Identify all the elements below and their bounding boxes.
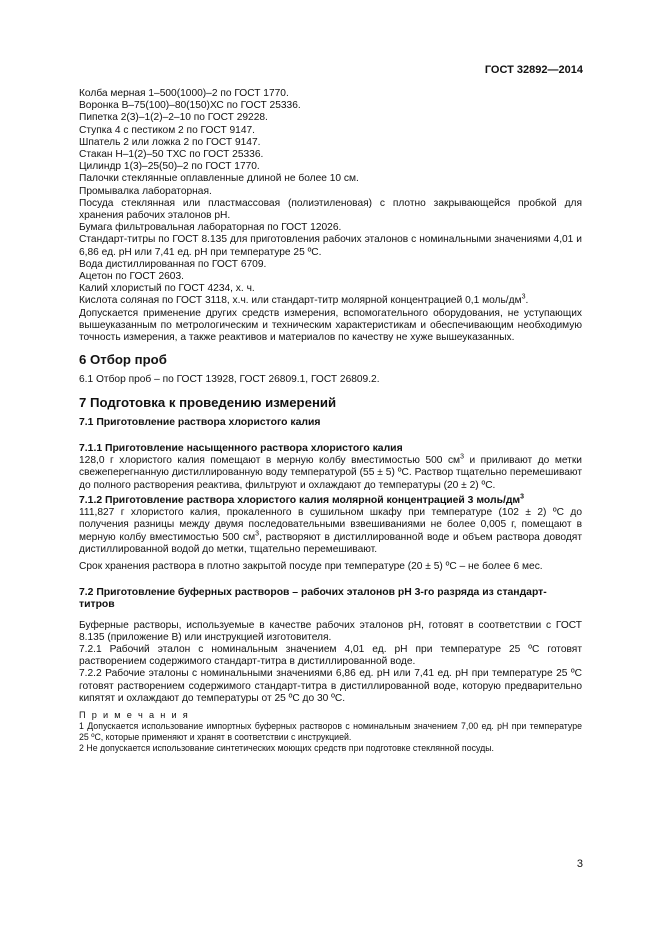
s711-a: 128,0 г хлористого калия помещают в мерную колбу вместимостью 500 см [79, 455, 461, 467]
section-6-text: 6.1 Отбор проб – по ГОСТ 13928, ГОСТ 26809.1, ГОСТ 26809.2. [79, 374, 380, 386]
s711-sup: 3 [460, 453, 464, 461]
reagent-line: Ацетон по ГОСТ 2603. [79, 271, 184, 283]
equipment-line: Ступка 4 с пестиком 2 по ГОСТ 9147. [79, 124, 255, 136]
section-7-2-1-text: 7.2.1 Рабочий эталон с номинальным значением 4,01 ед. рН при температуре 25 ºС готовят растворением содержимого стандарт-титра в дистиллированной воде. [79, 643, 582, 668]
s712-a-sup: 3 [255, 530, 260, 538]
notes-title: П р и м е ч а н и я [79, 709, 190, 720]
section-7-1-1-text [79, 455, 582, 492]
equipment-line: Шпатель 2 или ложка 2 по ГОСТ 9147. [79, 136, 261, 148]
acid-line [79, 295, 582, 307]
reagent-line: Калий хлористый по ГОСТ 4234, х. ч. [79, 283, 255, 295]
s712-b: , растворяют в дистиллированной воде и объем раствора доводят дистиллированной водой до метки, тщательно перемешивают. [79, 531, 582, 555]
paper-line: Бумага фильтровальная лабораторная по ГОСТ 12026. [79, 222, 342, 234]
s712-title-sup: 3 [520, 493, 525, 501]
acid-sup: 3 [521, 294, 526, 302]
standard-titres-paragraph: Стандарт-титры по ГОСТ 8.135 для приготовления рабочих эталонов с номинальными значениями 4,01 и 6,86 ед. рН или 7,41 ед. рН при температуре 25 ºС. [79, 234, 582, 258]
equipment-line: Промывалка лабораторная. [79, 185, 212, 197]
section-7-title: 7 Подготовка к проведению измерений [79, 394, 337, 410]
equipment-line: Палочки стеклянные оплавленные длиной не более 10 см. [79, 173, 359, 185]
equipment-line: Воронка В–75(100)–80(150)ХС по ГОСТ 25336. [79, 100, 301, 112]
s711-b: и приливают до метки свежеперегнанную дистиллированную воду температурой (55 ± 5) ºС. Раствор тщательно перемешивают до полного растворения реактива, фильтруют и охлаждают до температуры (20 ± 2) ºС. [79, 455, 582, 491]
storage-paragraph: Срок хранения раствора в плотно закрытой посуде при температуре (20 ± 5) ºС – не более 6 мес. [79, 560, 543, 572]
section-7-2-text: Буферные растворы, используемые в качестве рабочих эталонов рН, готовят в соответствии с ГОСТ 8.135 (приложение В) или инструкцией изготовителя. [79, 619, 582, 643]
s712-title-text: 7.1.2 Приготовление раствора хлористого калия молярной концентрацией 3 моль/дм [79, 494, 521, 506]
section-7-2-title: 7.2 Приготовление буферных растворов – рабочих эталонов рН 3-го разряда из стандарт-титров [79, 587, 547, 611]
note-item: 2 Не допускается использование синтетических моющих средств при подготовке стеклянной посуды. [79, 742, 494, 753]
section-7-1-2-text [79, 507, 582, 556]
section-7-1-1-title: 7.1.1 Приготовление насыщенного раствора хлористого калия [79, 443, 403, 455]
equipment-line: Колба мерная 1–500(1000)–2 по ГОСТ 1770. [79, 88, 289, 99]
note-item: 1 Допускается использование импортных буферных растворов с номинальным значением 7,00 ед. рН при температуре 25 ºС, которые применяют и хранят в соответствии с инструкцией. [79, 720, 582, 742]
reagent-line: Вода дистиллированная по ГОСТ 6709. [79, 258, 267, 270]
standard-header: ГОСТ 32892—2014 [484, 64, 583, 76]
section-7-1-2-title [79, 495, 582, 507]
page-content [79, 88, 582, 754]
equipment-line: Цилиндр 1(3)–25(50)–2 по ГОСТ 1770. [79, 161, 260, 173]
acid-end: . [525, 295, 529, 307]
notes-block [79, 710, 582, 754]
page-number: 3 [576, 858, 583, 870]
equipment-line: Пипетка 2(3)–1(2)–2–10 по ГОСТ 29228. [79, 112, 268, 124]
equipment-line: Стакан Н–1(2)–50 ТХС по ГОСТ 25336. [79, 149, 264, 161]
allowed-paragraph: Допускается применение других средств измерения, вспомогательного оборудования, не уступающих вышеуказанным по метрологическим и техническим характеристикам и обеспечивающим необходимую точность измерения, а также реактивов и материалов по качеству не хуже вышеуказанных. [79, 307, 582, 344]
section-6-title: 6 Отбор проб [79, 352, 167, 368]
section-7-1-title: 7.1 Приготовление раствора хлористого калия [79, 416, 321, 428]
acid-text: Кислота соляная по ГОСТ 3118, х.ч. или стандарт-титр молярной концентрацией 0,1 моль/дм [79, 295, 522, 307]
dishes-paragraph: Посуда стеклянная или пластмассовая (полиэтиленовая) с плотно закрывающейся пробкой для хранения рабочих эталонов рН. [79, 197, 582, 222]
section-7-2-2-text: 7.2.2 Рабочие эталоны с номинальными значениями 6,86 ед. рН или 7,41 ед. рН при температуре 25 ºС готовят растворением содержимого стандарт-титра в дистиллированной воде, которую предварительно кипятят и охлаждают до температуры от 25 ºС до 30 ºС. [79, 668, 582, 704]
s712-a: 111,827 г хлористого калия, прокаленного в сушильном шкафу при температуре (102 ± 2) ºС до получения разницы между двумя последовательными взвешиваниями не более 0,005 г, помещают в мерную колбу вместимостью 500 см [79, 507, 582, 543]
